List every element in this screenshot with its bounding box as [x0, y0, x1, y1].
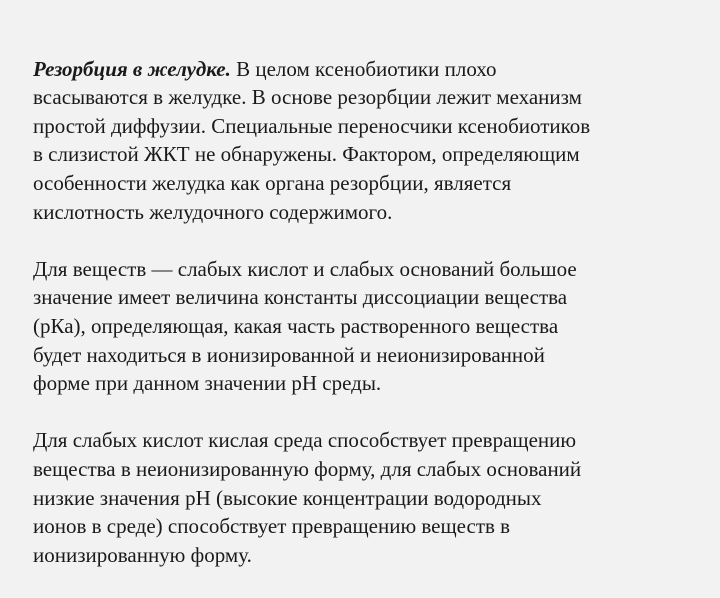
paragraph-3-text: Для слабых кислот кислая среда способствует превращению вещества в неионизированную форму, для слабых оснований низкие значения рН (высокие концентрации водородных ионов в среде) способствует превращению веществ в ионизированную форму.: [33, 428, 582, 567]
slide-text: [33, 26, 693, 598]
paragraph-resorption-stomach: [33, 55, 693, 227]
paragraph-1-text: В целом ксенобиотики плохо всасываются в желудке. В основе резорбции лежит механизм простой диффузии. Специальные переносчики ксенобиотиков в слизистой ЖКТ не обнаружены. Фактором, определяющим особенности желудка как органа резорбции, является кислотность желудочного содержимого.: [33, 56, 591, 224]
paragraph-2-text: Для веществ — слабых кислот и слабых оснований большое значение имеет величина константы диссоциации вещества (рКа), определяющая, какая часть растворенного вещества будет находиться в ионизированной и неионизированной форме при данном значении рН среды.: [33, 256, 577, 396]
section-heading: Резорбция в желудке.: [33, 56, 231, 81]
